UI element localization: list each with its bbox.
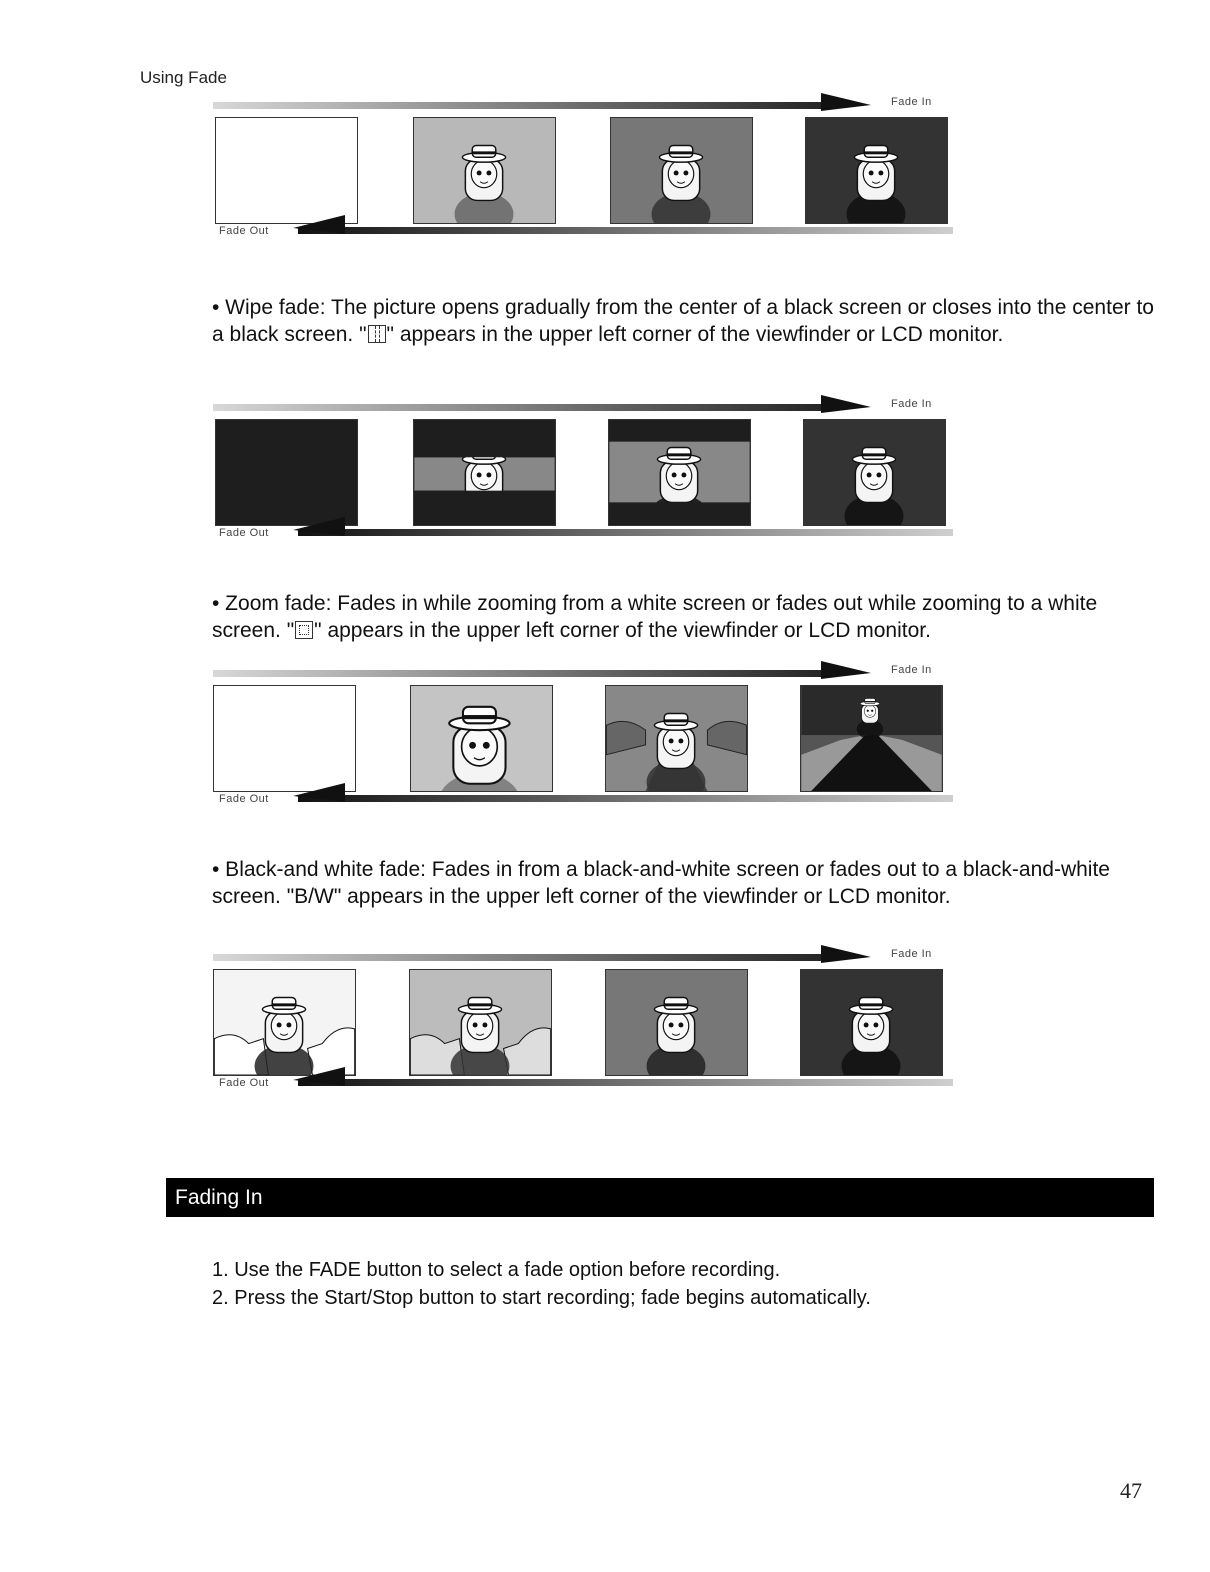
- page-number: 47: [1120, 1478, 1142, 1503]
- frame-white: [215, 117, 358, 224]
- wipe-fade-text: • Wipe fade: The picture opens gradually from the center of a black screen or closes into the center to a black screen. " " appears in the upper left corner of the viewfinder or LCD monitor.: [212, 296, 1154, 346]
- fade-in-arrowhead: [821, 661, 871, 679]
- fade-out-label: Fade Out: [219, 225, 269, 237]
- page-header: Using Fade: [140, 68, 227, 87]
- frame-bw-mid: [409, 969, 552, 1076]
- frame-white: [213, 685, 356, 792]
- fade-in-label: Fade In: [891, 398, 932, 410]
- fade-in-bar: [213, 102, 833, 109]
- fade-out-bar: [298, 529, 953, 536]
- wipe-fade-icon: [368, 325, 386, 343]
- frame-light: [413, 117, 556, 224]
- step-item: 2. Press the Start/Stop button to start recording; fade begins automatically.: [212, 1287, 871, 1309]
- fade-out-bar: [298, 795, 953, 802]
- section-title: Fading In: [175, 1186, 263, 1209]
- fade-strip-basic: [213, 90, 953, 260]
- frame-dark: [805, 117, 948, 224]
- frame-zoom-close: [410, 685, 553, 792]
- frame-zoom-mid: [605, 685, 748, 792]
- fade-in-label: Fade In: [891, 948, 932, 960]
- fade-in-bar: [213, 954, 833, 961]
- fade-in-arrowhead: [821, 93, 871, 111]
- zoom-fade-icon: [295, 621, 313, 639]
- fade-in-bar: [213, 404, 833, 411]
- fade-out-label: Fade Out: [219, 1077, 269, 1089]
- zoom-fade-text: • Zoom fade: Fades in while zooming from a white screen or fades out while zooming to a white screen. " " appears in the upper left corner of the viewfinder or LCD monitor.: [212, 592, 1098, 642]
- fade-strip-wipe: [213, 392, 953, 562]
- steps-list: [212, 1256, 871, 1312]
- bw-fade-text: • Black-and white fade: Fades in from a black-and-white screen or fades out to a black-and-white screen. "B/W" appears in the upper left corner of the viewfinder or LCD monitor.: [212, 858, 1110, 908]
- frame-zoom-wide: [800, 685, 943, 792]
- fade-in-arrowhead: [821, 945, 871, 963]
- fade-out-bar: [298, 1079, 953, 1086]
- frame-bw-light: [213, 969, 356, 1076]
- step-item: 1. Use the FADE button to select a fade option before recording.: [212, 1259, 781, 1281]
- frame-wipe-full: [803, 419, 946, 526]
- frame-wipe-wide: [608, 419, 751, 526]
- fade-in-arrowhead: [821, 395, 871, 413]
- fade-out-label: Fade Out: [219, 793, 269, 805]
- fade-out-arrowhead: [293, 517, 345, 536]
- fade-out-label: Fade Out: [219, 527, 269, 539]
- frame-bw-darkest: [800, 969, 943, 1076]
- fade-in-label: Fade In: [891, 664, 932, 676]
- fade-out-bar: [298, 227, 953, 234]
- fade-out-arrowhead: [293, 1067, 345, 1086]
- fade-out-arrowhead: [293, 783, 345, 802]
- frame-mid: [610, 117, 753, 224]
- frame-bw-dark: [605, 969, 748, 1076]
- fade-in-bar: [213, 670, 833, 677]
- fade-strip-zoom: [213, 658, 953, 828]
- fade-in-label: Fade In: [891, 96, 932, 108]
- section-heading-bar: [166, 1178, 1154, 1217]
- frame-wipe-narrow: [413, 419, 556, 526]
- fade-strip-bw: [213, 942, 953, 1112]
- fade-out-arrowhead: [293, 215, 345, 234]
- frame-black: [215, 419, 358, 526]
